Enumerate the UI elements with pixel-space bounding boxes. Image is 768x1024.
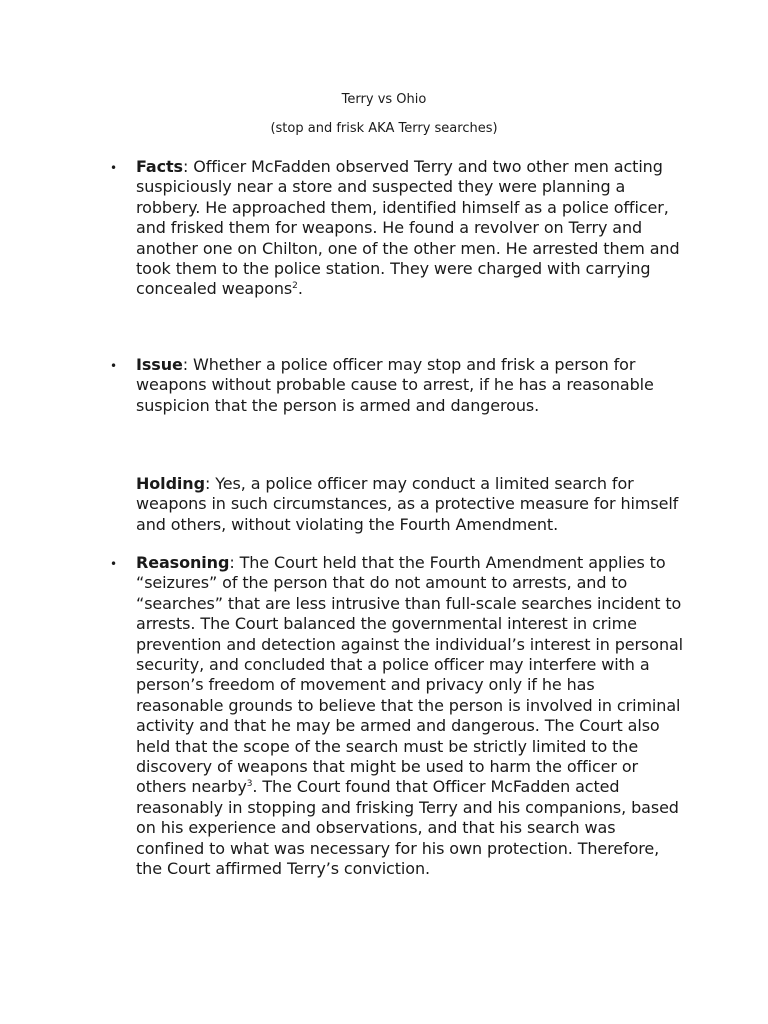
holding-label: Holding [136,474,205,493]
reasoning-paragraph [136,553,686,880]
reasoning-label: Reasoning [136,553,230,572]
facts-label: Facts [136,157,183,176]
document-title: Terry vs Ohio [341,92,427,107]
facts-end: . [297,279,303,299]
facts-text: : Officer McFadden observed Terry and two other men acting suspiciously near a store and suspected they were planning a robbery. He approached them, identified himself as a police officer, and frisked them for weapons. He found a revolver on Terry and another one on Chilton, one of the other men. He arrested them and took them to the police station. They were charged with carrying concealed weapons [136,157,680,299]
document-subtitle: (stop and frisk AKA Terry searches) [270,121,498,136]
issue-text: : Whether a police officer may stop and frisk a person for weapons without probable cause to arrest, if he has a reasonable suspicion that the person is armed and dangerous. [136,355,654,415]
bullet-marker: • [110,359,118,373]
holding-paragraph [136,474,686,535]
footnote-marker: 3 [246,779,253,790]
reasoning-text-continued: . The Court found that Officer McFadden acted reasonably in stopping and frisking Terry and his companions, based on his experience and observations, and that his search was confined to what was necessary for his own protection. Therefore, the Court affirmed Terry’s conviction. [136,777,679,879]
issue-paragraph [136,355,686,416]
reasoning-text: : The Court held that the Fourth Amendment applies to “seizures” of the person that do not amount to arrests, and to “searches” that are less intrusive than full-scale searches incident to arrests. The Court balanced the governmental interest in crime prevention and detection against the individual’s interest in personal security, and concluded that a police officer may interfere with a person’s freedom of movement and privacy only if he has reasonable grounds to believe that the person is involved in criminal activity and that he may be armed and dangerous. The Court also held that the scope of the search must be strictly limited to the discovery of weapons that might be used to harm the officer or others nearby [136,553,684,797]
footnote-marker: 2 [292,281,298,292]
bullet-marker: • [110,161,118,175]
facts-paragraph [136,157,686,300]
bullet-marker: • [110,557,118,571]
issue-label: Issue [136,355,183,374]
holding-text: : Yes, a police officer may conduct a limited search for weapons in such circumstances, as a protective measure for himself and others, without violating the Fourth Amendment. [136,474,679,534]
